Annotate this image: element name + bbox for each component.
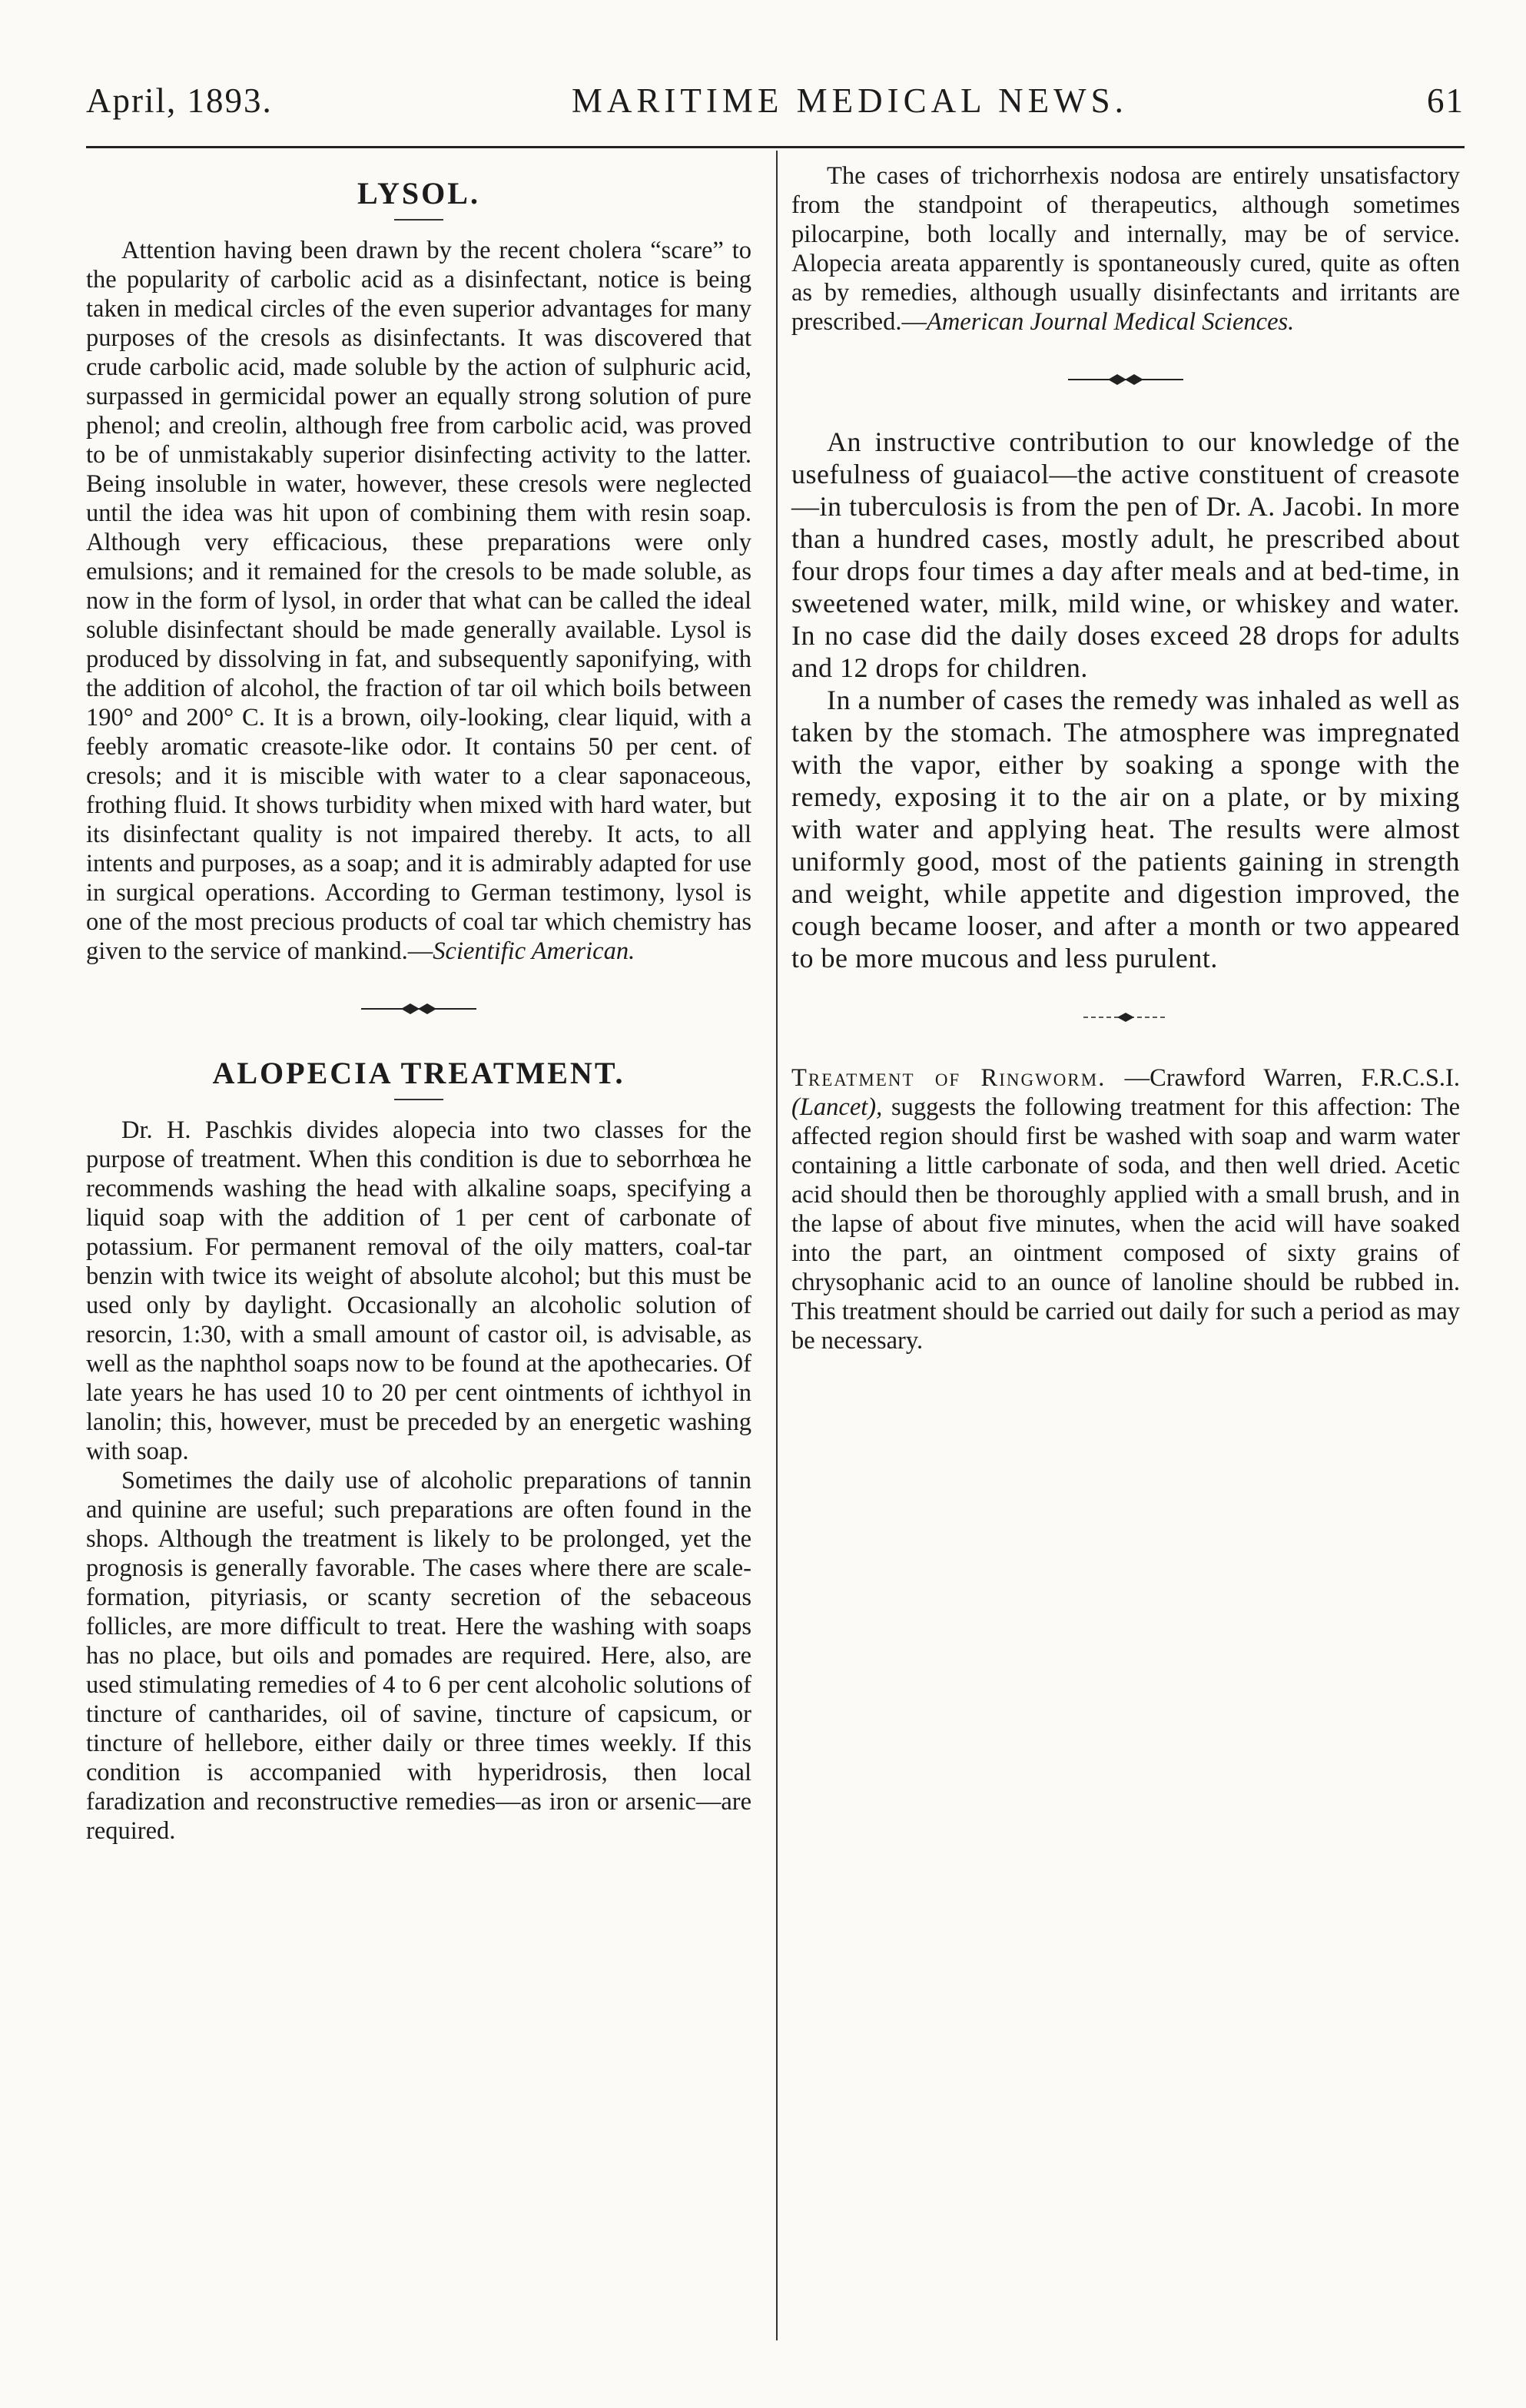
ringworm-journal: (Lancet), xyxy=(791,1093,883,1121)
ringworm-body: suggests the following treatment for this affection: The affected region should first be washed with soap and warm water containing a little carbonate of soda, and then well dried. Acetic acid should then be thoroughly applied with a small brush, and in the lapse of about five minutes, when the acid will have soaked into the part, an ointment composed of sixty grains of chrysophanic acid to an ounce of lanoline should be rubbed in. This treatment should be carried out daily for such a period as may be necessary. xyxy=(791,1093,1461,1355)
alopecia-title: ALOPECIA TREATMENT. xyxy=(212,1056,625,1090)
journal-title: MARITIME MEDICAL NEWS. xyxy=(571,81,1128,120)
header-rule xyxy=(86,146,1465,148)
right-column xyxy=(791,161,1460,1355)
ringworm-heading: Treatment of Ringworm. xyxy=(791,1064,1106,1092)
column-divider xyxy=(776,151,778,2340)
running-header xyxy=(86,71,1465,131)
guaiacol-article xyxy=(791,426,1460,974)
page-number: 61 xyxy=(1427,81,1465,120)
alopecia-paragraph: Dr. H. Paschkis divides alopecia into two classes for the purpose of treatment. When this condition is due to seborrhœa he recommends washing the head with alkaline soaps, specifying a liquid soap with the addition of 1 per cent of carbonate of potassium. For permanent removal of the oily matters, coal-tar benzin with twice its weight of absolute alcohol; but this must be used only by daylight. Occasionally an alcoholic solution of resorcin, 1:30, with a small amount of castor oil, is advisable, as well as the naphthol soaps now to be found at the apothecaries. Of late years he has used 10 to 20 per cent ointments of ichthyol in lanolin; this, however, must be preceded by an energetic washing with soap. xyxy=(86,1116,751,1465)
ornament-divider xyxy=(1068,370,1183,389)
guaiacol-paragraph: In a number of cases the remedy was inhaled as well as taken by the stomach. The atmosphere was impregnated with the vapor, either by soaking a sponge with the remedy, exposing it to the air on a plate, or by mixing with water and applying heat. The results were almost uniformly good, most of the patients gaining in strength and weight, while appetite and digestion improved, the cough became looser, and after a month or two appeared to be more mucous and less purulent. xyxy=(791,685,1460,973)
lysol-title: LYSOL. xyxy=(357,176,480,211)
left-column xyxy=(86,161,751,1846)
guaiacol-paragraph: An instructive contribution to our knowledge of the usefulness of guaiacol—the active constituent of creasote—in tuberculosis is from the pen of Dr. A. Jacobi. In more than a hundred cases, mostly adult, he prescribed about four drops four times a day after meals and at bed-time, in sweetened water, milk, mild wine, or whiskey and water. In no case did the daily doses exceed 28 drops for adults and 12 drops for children. xyxy=(791,426,1460,683)
lysol-source: Scientific American. xyxy=(433,937,635,965)
issue-date: April, 1893. xyxy=(86,81,273,120)
lysol-body: Attention having been drawn by the recent cholera “scare” to the popularity of carbolic acid as a disinfectant, notice is being taken in medical circles of the even superior advantages for many purposes of the cresols as disinfectants. It was discovered that crude carbolic acid, made soluble by the action of sulphuric acid, surpassed in germicidal power an equally strong solution of pure phenol; and creolin, although free from carbolic acid, was proved to be of unmistakably superior disinfecting activity to the latter. Being insoluble in water, however, these cresols were neglected until the idea was hit upon of combining them with resin soap. Although very efficacious, these preparations were only emulsions; and it remained for the cresols to be made soluble, as now in the form of lysol, in order that what can be called the ideal soluble disinfectant should be made generally available. Lysol is produced by dissolving in fat, and subsequently saponifying, with the addition of alcohol, the fraction of tar oil which boils between 190° and 200° C. It is a brown, oily-looking, clear liquid, with a feebly aromatic creasote-like odor. It contains 50 per cent. of cresols; and it is miscible with water to a clear saponaceous, frothing fluid. It shows turbidity when mixed with hard water, but its disinfectant quality is not impaired thereby. It acts, to all intents and purposes, as a soap; and it is admirably adapted for use in surgical operations. According to German testimony, lysol is one of the most precious products of coal tar which chemistry has given to the service of mankind.— xyxy=(86,237,751,965)
lysol-article xyxy=(86,236,751,966)
alopecia-paragraph: Sometimes the daily use of alcoholic preparations of tannin and quinine are useful; such preparations are often found in the shops. Although the treatment is likely to be prolonged, yet the prognosis is generally favorable. The cases where there are scale-formation, pityriasis, or scanty secretion of the sebaceous follicles, are more difficult to treat. Here the washing with soaps has no place, but oils and pomades are required. Here, also, are used stimulating remedies of 4 to 6 per cent alcoholic solutions of tincture of cantharides, oil of savine, tincture of capsicum, or tincture of hellebore, either daily or three times weekly. If this condition is accompanied with hyperidrosis, then local faradization and reconstructive remedies—as iron or arsenic—are required. xyxy=(86,1467,751,1845)
alopecia-paragraph xyxy=(791,161,1460,337)
ringworm-article xyxy=(791,1063,1460,1355)
ornament-divider xyxy=(1068,1008,1183,1027)
ringworm-author: —Crawford Warren, F.R.C.S.I. xyxy=(1124,1064,1460,1092)
alopecia-source: American Journal Medical Sciences. xyxy=(926,308,1295,336)
title-rule xyxy=(394,219,443,221)
ornament-divider xyxy=(361,1000,476,1018)
ringworm-paragraph xyxy=(791,1063,1460,1355)
title-rule xyxy=(394,1099,443,1100)
alopecia-text: The cases of trichorrhexis nodosa are entirely unsatisfactory from the standpoint of therapeutics, although sometimes pilocarpine, both locally and internally, may be of service. Alopecia areata apparently is spontaneously cured, quite as often as by remedies, although usually disinfectants and irritants are prescribed.— xyxy=(791,162,1460,336)
